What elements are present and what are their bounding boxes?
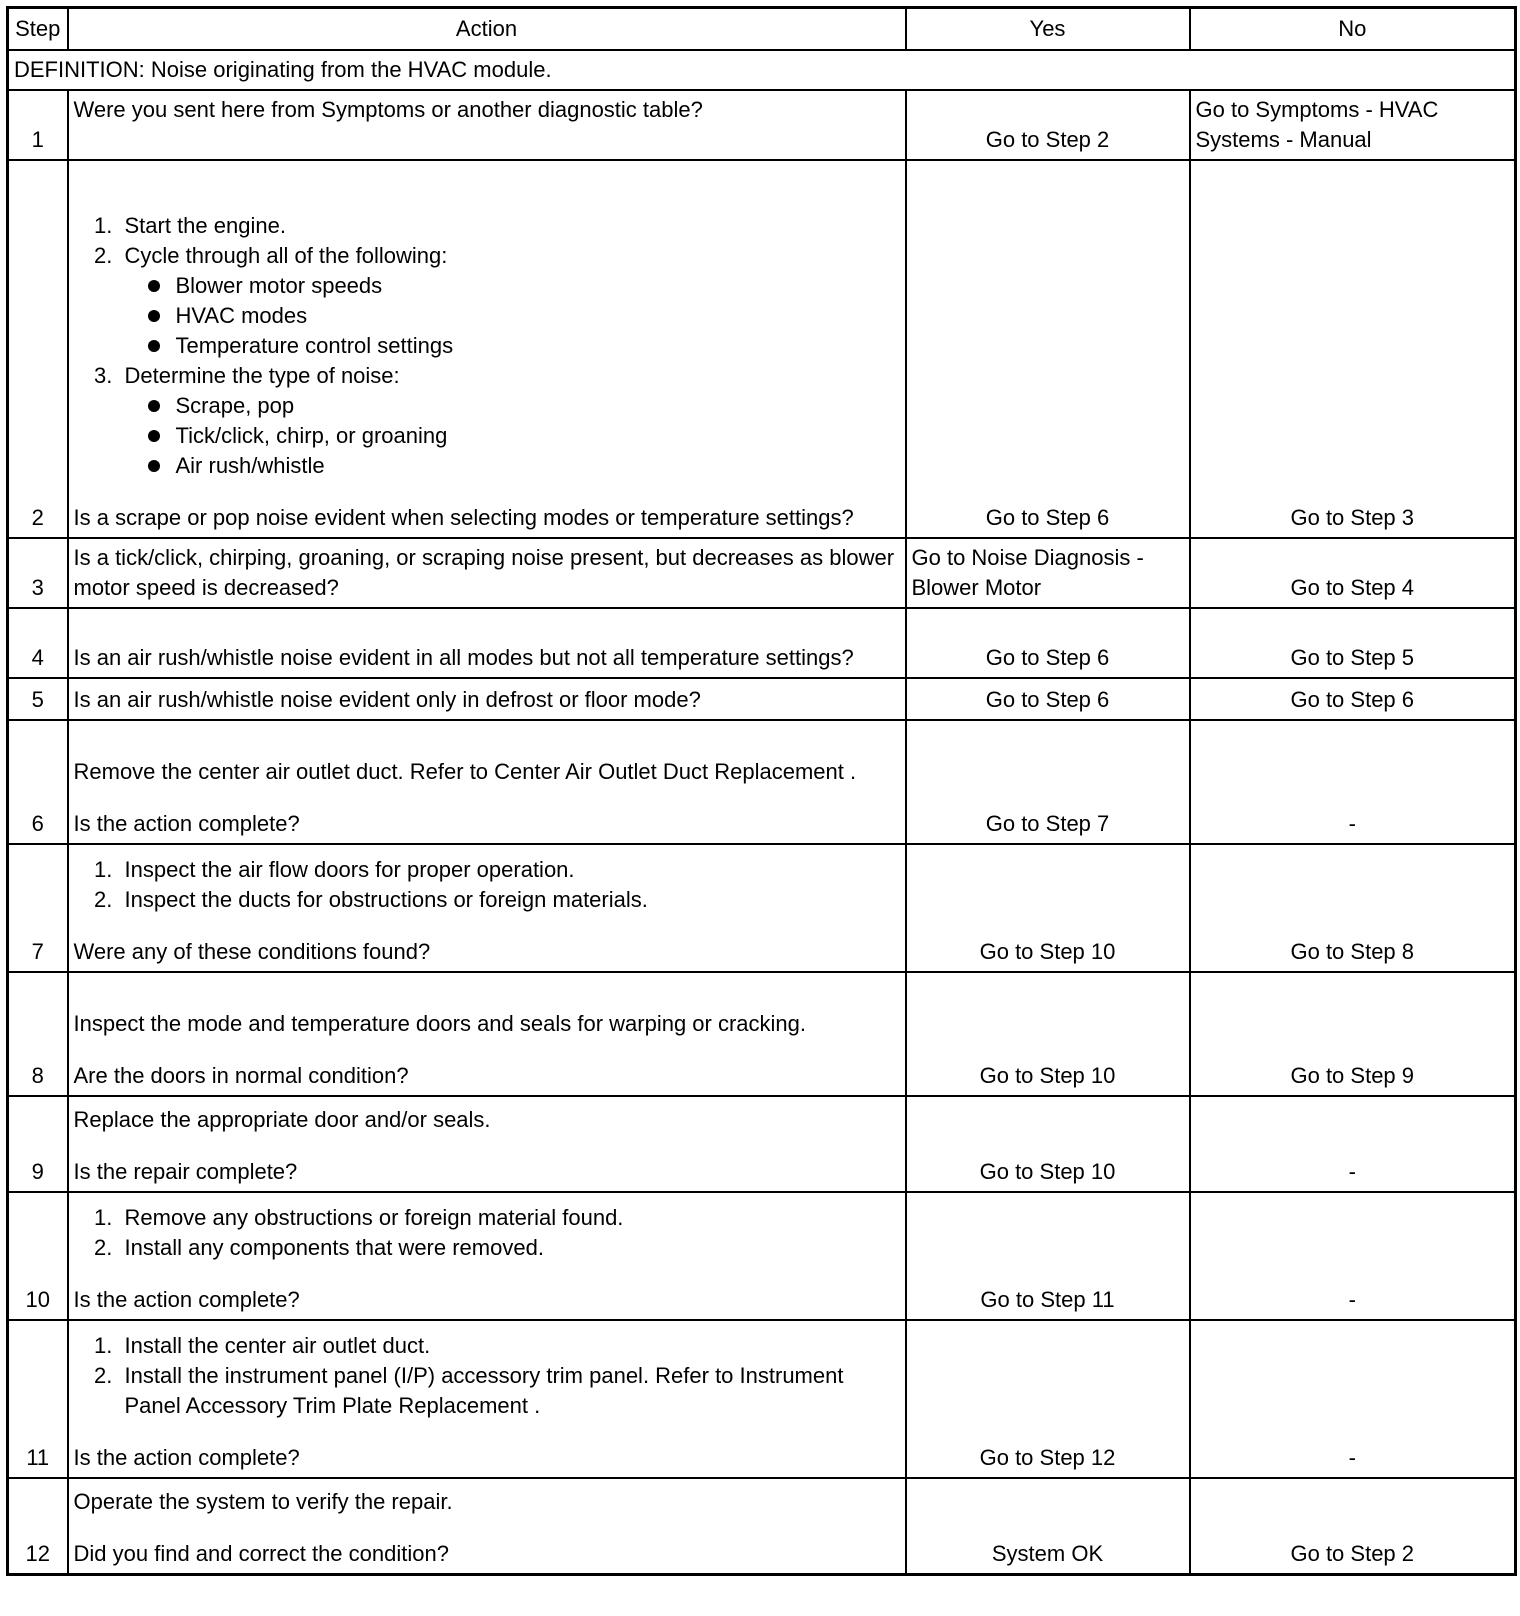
- no-cell: Go to Step 9: [1190, 972, 1516, 1096]
- step-number: 9: [8, 1096, 68, 1192]
- bullet-item: HVAC modes: [170, 301, 900, 331]
- yes-cell: Go to Step 6: [906, 160, 1190, 538]
- no-cell: Go to Step 6: [1190, 678, 1516, 720]
- no-cell: Go to Step 2: [1190, 1478, 1516, 1575]
- action-question: Were any of these conditions found?: [73, 939, 431, 964]
- list-item: [119, 361, 900, 481]
- action-question: Did you find and correct the condition?: [73, 1541, 449, 1566]
- definition-text: DEFINITION: Noise originating from the HVAC module.: [8, 50, 1516, 90]
- list-item: 2. Inspect the ducts for obstructions or foreign materials.: [119, 885, 900, 915]
- action-cell: [68, 1096, 906, 1192]
- header-yes: Yes: [906, 8, 1190, 51]
- table-row: [8, 1192, 1516, 1320]
- action-text: Replace the appropriate door and/or seals.: [73, 1107, 491, 1132]
- numbered-list: [74, 1331, 900, 1421]
- action-question: Is the action complete?: [73, 1445, 300, 1470]
- step-number: 11: [8, 1320, 68, 1478]
- table-row: [8, 1478, 1516, 1575]
- action-text: Remove the center air outlet duct. Refer to Center Air Outlet Duct Replacement .: [73, 759, 857, 784]
- action-question: Is a scrape or pop noise evident when selecting modes or temperature settings?: [73, 505, 854, 530]
- step-number: 4: [8, 608, 68, 678]
- yes-cell: System OK: [906, 1478, 1190, 1575]
- table-row: [8, 844, 1516, 972]
- step-number: 3: [8, 538, 68, 608]
- step-number: 5: [8, 678, 68, 720]
- bullet-item: Blower motor speeds: [170, 271, 900, 301]
- yes-cell: Go to Step 12: [906, 1320, 1190, 1478]
- no-cell: Go to Step 4: [1190, 538, 1516, 608]
- action-cell: [68, 160, 906, 538]
- list-item: 1. Inspect the air flow doors for proper operation.: [119, 855, 900, 885]
- yes-cell: Go to Step 6: [906, 678, 1190, 720]
- step-number: 8: [8, 972, 68, 1096]
- list-item: [119, 241, 900, 361]
- yes-cell: Go to Step 6: [906, 608, 1190, 678]
- yes-cell: Go to Step 10: [906, 1096, 1190, 1192]
- yes-cell: Go to Step 7: [906, 720, 1190, 844]
- table-row: [8, 678, 1516, 720]
- no-cell: -: [1190, 1192, 1516, 1320]
- bullet-item: Scrape, pop: [170, 391, 900, 421]
- action-cell: [68, 1192, 906, 1320]
- action-cell: [68, 1320, 906, 1478]
- bullet-item: Air rush/whistle: [170, 451, 900, 481]
- list-item-text: Cycle through all of the following:: [124, 243, 448, 268]
- header-no: No: [1190, 8, 1516, 51]
- action-question: Were you sent here from Symptoms or another diagnostic table?: [68, 90, 906, 160]
- header-step: Step: [8, 8, 68, 51]
- no-cell: Go to Step 3: [1190, 160, 1516, 538]
- bullet-item: Tick/click, chirp, or groaning: [170, 421, 900, 451]
- list-item-text: Determine the type of noise:: [124, 363, 400, 388]
- action-text: Operate the system to verify the repair.: [73, 1489, 453, 1514]
- numbered-list: [74, 855, 900, 915]
- step-number: 1: [8, 90, 68, 160]
- table-row: [8, 160, 1516, 538]
- step-number: 2: [8, 160, 68, 538]
- diagnostic-table: [6, 6, 1517, 1576]
- action-question: Is the action complete?: [73, 1287, 300, 1312]
- action-question: Is an air rush/whistle noise evident only in defrost or floor mode?: [68, 678, 906, 720]
- table-row: [8, 972, 1516, 1096]
- action-question: Are the doors in normal condition?: [73, 1063, 409, 1088]
- no-cell: -: [1190, 1320, 1516, 1478]
- action-cell: [68, 844, 906, 972]
- step-number: 12: [8, 1478, 68, 1575]
- action-question: Is the repair complete?: [73, 1159, 298, 1184]
- step-number: 10: [8, 1192, 68, 1320]
- header-row: [8, 8, 1516, 51]
- no-cell: -: [1190, 1096, 1516, 1192]
- table-row: [8, 608, 1516, 678]
- yes-cell: Go to Step 10: [906, 972, 1190, 1096]
- action-question: Is a tick/click, chirping, groaning, or scraping noise present, but decreases as blower motor speed is decreased?: [68, 538, 906, 608]
- no-cell: Go to Symptoms - HVAC Systems - Manual: [1190, 90, 1516, 160]
- bullet-item: Temperature control settings: [170, 331, 900, 361]
- yes-cell: Go to Step 10: [906, 844, 1190, 972]
- list-item: 1. Remove any obstructions or foreign material found.: [119, 1203, 900, 1233]
- numbered-list: [74, 211, 900, 481]
- header-action: Action: [68, 8, 906, 51]
- list-item: 2. Install any components that were removed.: [119, 1233, 900, 1263]
- yes-cell: Go to Noise Diagnosis - Blower Motor: [906, 538, 1190, 608]
- bullet-list: [125, 391, 900, 481]
- no-cell: Go to Step 8: [1190, 844, 1516, 972]
- list-item: 1. Install the center air outlet duct.: [119, 1331, 900, 1361]
- definition-row: [8, 50, 1516, 90]
- list-item: 2. Install the instrument panel (I/P) accessory trim panel. Refer to Instrument Panel Accessory Trim Plate Replacement .: [119, 1361, 900, 1421]
- no-cell: -: [1190, 720, 1516, 844]
- bullet-list: [125, 271, 900, 361]
- table-row: [8, 1096, 1516, 1192]
- yes-cell: Go to Step 11: [906, 1192, 1190, 1320]
- list-item: 1. Start the engine.: [119, 211, 900, 241]
- table-row: [8, 538, 1516, 608]
- yes-cell: Go to Step 2: [906, 90, 1190, 160]
- action-cell: [68, 720, 906, 844]
- action-text: Inspect the mode and temperature doors and seals for warping or cracking.: [73, 1011, 807, 1036]
- action-question: Is the action complete?: [73, 811, 300, 836]
- table-row: [8, 1320, 1516, 1478]
- table-row: [8, 90, 1516, 160]
- action-cell: [68, 1478, 906, 1575]
- step-number: 6: [8, 720, 68, 844]
- action-question: Is an air rush/whistle noise evident in all modes but not all temperature settings?: [68, 608, 906, 678]
- step-number: 7: [8, 844, 68, 972]
- action-cell: [68, 972, 906, 1096]
- numbered-list: [74, 1203, 900, 1263]
- table-row: [8, 720, 1516, 844]
- no-cell: Go to Step 5: [1190, 608, 1516, 678]
